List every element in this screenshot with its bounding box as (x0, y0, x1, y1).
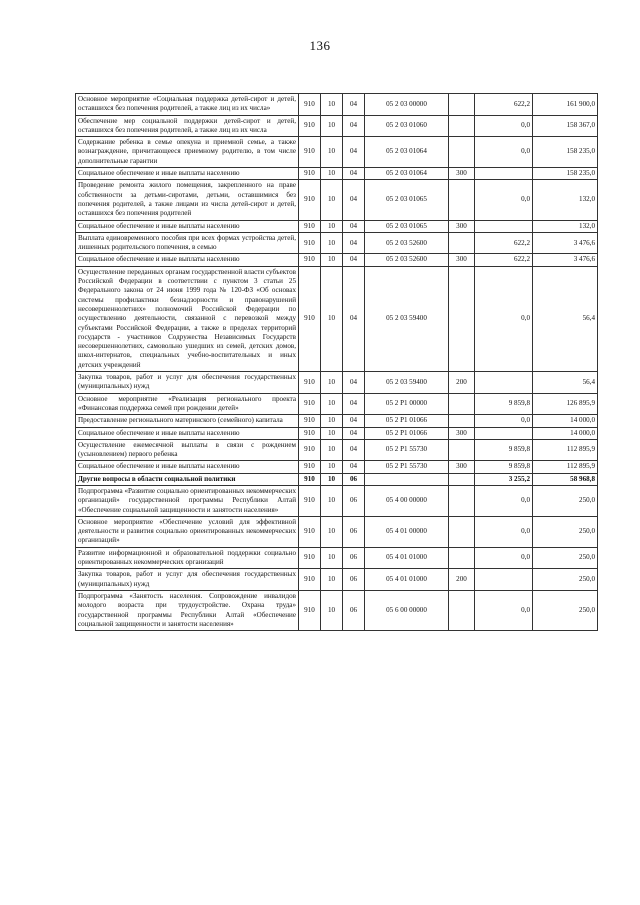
cell-expense-type: 200 (449, 569, 475, 591)
cell-amount-federal: 622,2 (475, 232, 533, 254)
cell-amount-total: 250,0 (533, 485, 598, 516)
cell-expense-type: 300 (449, 427, 475, 439)
cell-section: 10 (321, 168, 343, 180)
cell-expense-type (449, 393, 475, 415)
cell-name: Подпрограмма «Занятость населения. Сопровождение инвалидов молодого возраста при трудоустройстве. Охрана труда» государственной программы Республики Алтай «Обеспечение социальной защищенности и занятости населения» (76, 590, 299, 630)
cell-amount-total: 14 000,0 (533, 427, 598, 439)
cell-admin-code: 910 (299, 461, 321, 473)
table-row (76, 473, 598, 485)
cell-section: 10 (321, 590, 343, 630)
cell-amount-federal: 622,2 (475, 94, 533, 116)
cell-amount-total: 250,0 (533, 590, 598, 630)
cell-target-article: 05 2 03 52600 (365, 254, 449, 266)
cell-amount-federal: 9 859,8 (475, 461, 533, 473)
cell-amount-total: 250,0 (533, 547, 598, 569)
cell-expense-type: 300 (449, 461, 475, 473)
cell-amount-federal (475, 220, 533, 232)
budget-table (75, 93, 598, 631)
cell-expense-type (449, 115, 475, 137)
cell-expense-type (449, 415, 475, 427)
cell-amount-total: 132,0 (533, 180, 598, 220)
cell-admin-code: 910 (299, 180, 321, 220)
cell-subsection: 04 (343, 427, 365, 439)
cell-target-article: 05 2 03 01064 (365, 137, 449, 168)
table-row (76, 254, 598, 266)
cell-name: Основное мероприятие «Обеспечение условий для эффективной деятельности и развития социально ориентированных некоммерческих организаций» (76, 516, 299, 547)
cell-amount-total: 158 235,0 (533, 137, 598, 168)
cell-admin-code: 910 (299, 266, 321, 371)
table-row (76, 115, 598, 137)
cell-subsection: 04 (343, 180, 365, 220)
cell-amount-federal (475, 168, 533, 180)
cell-admin-code: 910 (299, 168, 321, 180)
cell-section: 10 (321, 393, 343, 415)
page-number: 136 (309, 38, 331, 53)
cell-admin-code: 910 (299, 115, 321, 137)
cell-amount-federal: 0,0 (475, 180, 533, 220)
cell-section: 10 (321, 372, 343, 394)
cell-section: 10 (321, 266, 343, 371)
cell-amount-federal: 0,0 (475, 137, 533, 168)
cell-expense-type (449, 485, 475, 516)
cell-target-article: 05 2 03 01064 (365, 168, 449, 180)
cell-amount-total: 56,4 (533, 266, 598, 371)
cell-subsection: 04 (343, 372, 365, 394)
cell-target-article: 05 4 00 00000 (365, 485, 449, 516)
cell-section: 10 (321, 180, 343, 220)
cell-section: 10 (321, 415, 343, 427)
cell-name: Социальное обеспечение и иные выплаты населению (76, 220, 299, 232)
cell-target-article: 05 2 03 01065 (365, 220, 449, 232)
cell-amount-federal: 9 859,8 (475, 393, 533, 415)
cell-subsection: 06 (343, 547, 365, 569)
table-row (76, 137, 598, 168)
cell-section: 10 (321, 439, 343, 461)
cell-amount-total: 126 895,9 (533, 393, 598, 415)
cell-section: 10 (321, 516, 343, 547)
cell-amount-federal: 622,2 (475, 254, 533, 266)
cell-target-article: 05 2 03 00000 (365, 94, 449, 116)
table-row (76, 461, 598, 473)
cell-admin-code: 910 (299, 485, 321, 516)
cell-name: Предоставление регионального материнского (семейного) капитала (76, 415, 299, 427)
cell-target-article: 05 2 P1 55730 (365, 439, 449, 461)
cell-amount-total: 56,4 (533, 372, 598, 394)
cell-admin-code: 910 (299, 232, 321, 254)
cell-section: 10 (321, 569, 343, 591)
cell-name: Подпрограмма «Развитие социально ориентированных некоммерческих организаций» государственной программы Республики Алтай «Обеспечение социальной защищенности и занятости населения» (76, 485, 299, 516)
cell-expense-type: 300 (449, 254, 475, 266)
cell-admin-code: 910 (299, 137, 321, 168)
cell-admin-code: 910 (299, 569, 321, 591)
cell-name: Развитие информационной и образовательной поддержки социально ориентированных некоммерческих организаций (76, 547, 299, 569)
cell-subsection: 06 (343, 590, 365, 630)
cell-amount-total: 158 235,0 (533, 168, 598, 180)
cell-expense-type (449, 232, 475, 254)
cell-amount-total: 250,0 (533, 516, 598, 547)
cell-admin-code: 910 (299, 427, 321, 439)
cell-subsection: 04 (343, 461, 365, 473)
cell-amount-total: 250,0 (533, 569, 598, 591)
cell-amount-total: 158 367,0 (533, 115, 598, 137)
table-row (76, 485, 598, 516)
cell-admin-code: 910 (299, 473, 321, 485)
cell-target-article: 05 4 01 01000 (365, 569, 449, 591)
table-row (76, 180, 598, 220)
cell-expense-type (449, 137, 475, 168)
cell-amount-total: 3 476,6 (533, 232, 598, 254)
cell-target-article: 05 2 03 01060 (365, 115, 449, 137)
cell-amount-total: 14 000,0 (533, 415, 598, 427)
cell-amount-federal (475, 569, 533, 591)
cell-amount-federal (475, 427, 533, 439)
cell-subsection: 06 (343, 473, 365, 485)
cell-section: 10 (321, 461, 343, 473)
cell-admin-code: 910 (299, 439, 321, 461)
cell-section: 10 (321, 232, 343, 254)
cell-expense-type (449, 180, 475, 220)
cell-amount-federal: 0,0 (475, 516, 533, 547)
cell-section: 10 (321, 547, 343, 569)
table-row (76, 415, 598, 427)
cell-name: Выплата единовременного пособия при всех формах устройства детей, лишенных родительского попечения, в семью (76, 232, 299, 254)
cell-section: 10 (321, 485, 343, 516)
cell-target-article: 05 4 01 01000 (365, 547, 449, 569)
cell-name: Социальное обеспечение и иные выплаты населению (76, 427, 299, 439)
table-row (76, 393, 598, 415)
cell-expense-type (449, 266, 475, 371)
cell-name: Проведение ремонта жилого помещения, закрепленного на праве собственности за детьми-сиротами, детьми, оставшимися без попечения родителей, а также лицами из числа детей-сирот и детей, оставшихся без попечения родителей (76, 180, 299, 220)
cell-name: Основное мероприятие «Реализация регионального проекта «Финансовая поддержка семей при рождении детей» (76, 393, 299, 415)
table-row (76, 439, 598, 461)
cell-amount-federal (475, 372, 533, 394)
cell-subsection: 04 (343, 94, 365, 116)
cell-name: Социальное обеспечение и иные выплаты населению (76, 168, 299, 180)
cell-subsection: 06 (343, 516, 365, 547)
cell-expense-type (449, 94, 475, 116)
cell-subsection: 04 (343, 439, 365, 461)
cell-target-article (365, 473, 449, 485)
cell-subsection: 04 (343, 393, 365, 415)
cell-admin-code: 910 (299, 415, 321, 427)
cell-subsection: 04 (343, 168, 365, 180)
cell-amount-total: 112 895,9 (533, 439, 598, 461)
cell-section: 10 (321, 94, 343, 116)
cell-section: 10 (321, 115, 343, 137)
cell-target-article: 05 2 03 59400 (365, 372, 449, 394)
cell-admin-code: 910 (299, 372, 321, 394)
table-row (76, 94, 598, 116)
cell-expense-type (449, 590, 475, 630)
cell-amount-total: 112 895,9 (533, 461, 598, 473)
cell-name: Осуществление переданных органам государственной власти субъектов Российской Федерации в соответствии с пунктом 3 статьи 25 Федерального закона от 24 июня 1999 года № 120-ФЗ «Об основах системы профилактики безнадзорности и правонарушений несовершеннолетних» полномочий Российской Федерации по осуществлению деятельности, связанной с перевозкой между субъектами Российской Федерации, а также в пределах территорий государств - участников Содружества Независимых Государств несовершеннолетних, самовольно ушедших из семей, детских домов, школ-интернатов, специальных учебно-воспитательных и иных детских учреждений (76, 266, 299, 371)
cell-amount-federal: 3 255,2 (475, 473, 533, 485)
cell-admin-code: 910 (299, 94, 321, 116)
cell-expense-type (449, 547, 475, 569)
cell-expense-type: 300 (449, 220, 475, 232)
table-row (76, 427, 598, 439)
cell-amount-federal: 9 859,8 (475, 439, 533, 461)
cell-subsection: 06 (343, 569, 365, 591)
cell-section: 10 (321, 473, 343, 485)
table-row (76, 372, 598, 394)
cell-amount-federal: 0,0 (475, 590, 533, 630)
cell-amount-federal: 0,0 (475, 485, 533, 516)
cell-subsection: 06 (343, 485, 365, 516)
cell-subsection: 04 (343, 266, 365, 371)
table-row (76, 232, 598, 254)
table-row (76, 266, 598, 371)
cell-target-article: 05 2 P1 01066 (365, 415, 449, 427)
cell-name: Другие вопросы в области социальной политики (76, 473, 299, 485)
cell-admin-code: 910 (299, 393, 321, 415)
cell-section: 10 (321, 137, 343, 168)
cell-amount-federal: 0,0 (475, 115, 533, 137)
cell-section: 10 (321, 254, 343, 266)
cell-expense-type (449, 473, 475, 485)
cell-subsection: 04 (343, 254, 365, 266)
cell-name: Закупка товаров, работ и услуг для обеспечения государственных (муниципальных) нужд (76, 372, 299, 394)
cell-admin-code: 910 (299, 220, 321, 232)
cell-subsection: 04 (343, 137, 365, 168)
cell-subsection: 04 (343, 115, 365, 137)
cell-amount-total: 3 476,6 (533, 254, 598, 266)
cell-amount-total: 132,0 (533, 220, 598, 232)
cell-target-article: 05 2 P1 55730 (365, 461, 449, 473)
cell-target-article: 05 2 03 59400 (365, 266, 449, 371)
cell-amount-federal: 0,0 (475, 266, 533, 371)
cell-subsection: 04 (343, 220, 365, 232)
cell-amount-total: 161 900,0 (533, 94, 598, 116)
cell-section: 10 (321, 220, 343, 232)
cell-name: Социальное обеспечение и иные выплаты населению (76, 461, 299, 473)
cell-name: Основное мероприятие «Социальная поддержка детей-сирот и детей, оставшихся без попечения родителей, а также лиц из их числа» (76, 94, 299, 116)
cell-name: Закупка товаров, работ и услуг для обеспечения государственных (муниципальных) нужд (76, 569, 299, 591)
table-row (76, 168, 598, 180)
cell-admin-code: 910 (299, 547, 321, 569)
cell-amount-total: 58 968,8 (533, 473, 598, 485)
cell-admin-code: 910 (299, 590, 321, 630)
cell-admin-code: 910 (299, 254, 321, 266)
cell-target-article: 05 2 P1 00000 (365, 393, 449, 415)
cell-target-article: 05 4 01 00000 (365, 516, 449, 547)
table-row (76, 590, 598, 630)
table-row (76, 547, 598, 569)
cell-name: Осуществление ежемесячной выплаты в связи с рождением (усыновлением) первого ребенка (76, 439, 299, 461)
cell-expense-type (449, 439, 475, 461)
cell-expense-type: 200 (449, 372, 475, 394)
cell-target-article: 05 2 03 01065 (365, 180, 449, 220)
cell-target-article: 05 2 03 52600 (365, 232, 449, 254)
cell-expense-type: 300 (449, 168, 475, 180)
cell-subsection: 04 (343, 232, 365, 254)
cell-name: Обеспечение мер социальной поддержки детей-сирот и детей, оставшихся без попечения родителей, а также лиц из их числа (76, 115, 299, 137)
table-row (76, 220, 598, 232)
cell-amount-federal: 0,0 (475, 415, 533, 427)
cell-target-article: 05 6 00 00000 (365, 590, 449, 630)
cell-amount-federal: 0,0 (475, 547, 533, 569)
table-row (76, 516, 598, 547)
cell-section: 10 (321, 427, 343, 439)
cell-name: Социальное обеспечение и иные выплаты населению (76, 254, 299, 266)
table-row (76, 569, 598, 591)
cell-admin-code: 910 (299, 516, 321, 547)
cell-name: Содержание ребенка в семье опекуна и приемной семье, а также вознаграждение, причитающееся приемному родителю, в том числе дополнительные гарантии (76, 137, 299, 168)
cell-expense-type (449, 516, 475, 547)
cell-target-article: 05 2 P1 01066 (365, 427, 449, 439)
cell-subsection: 04 (343, 415, 365, 427)
